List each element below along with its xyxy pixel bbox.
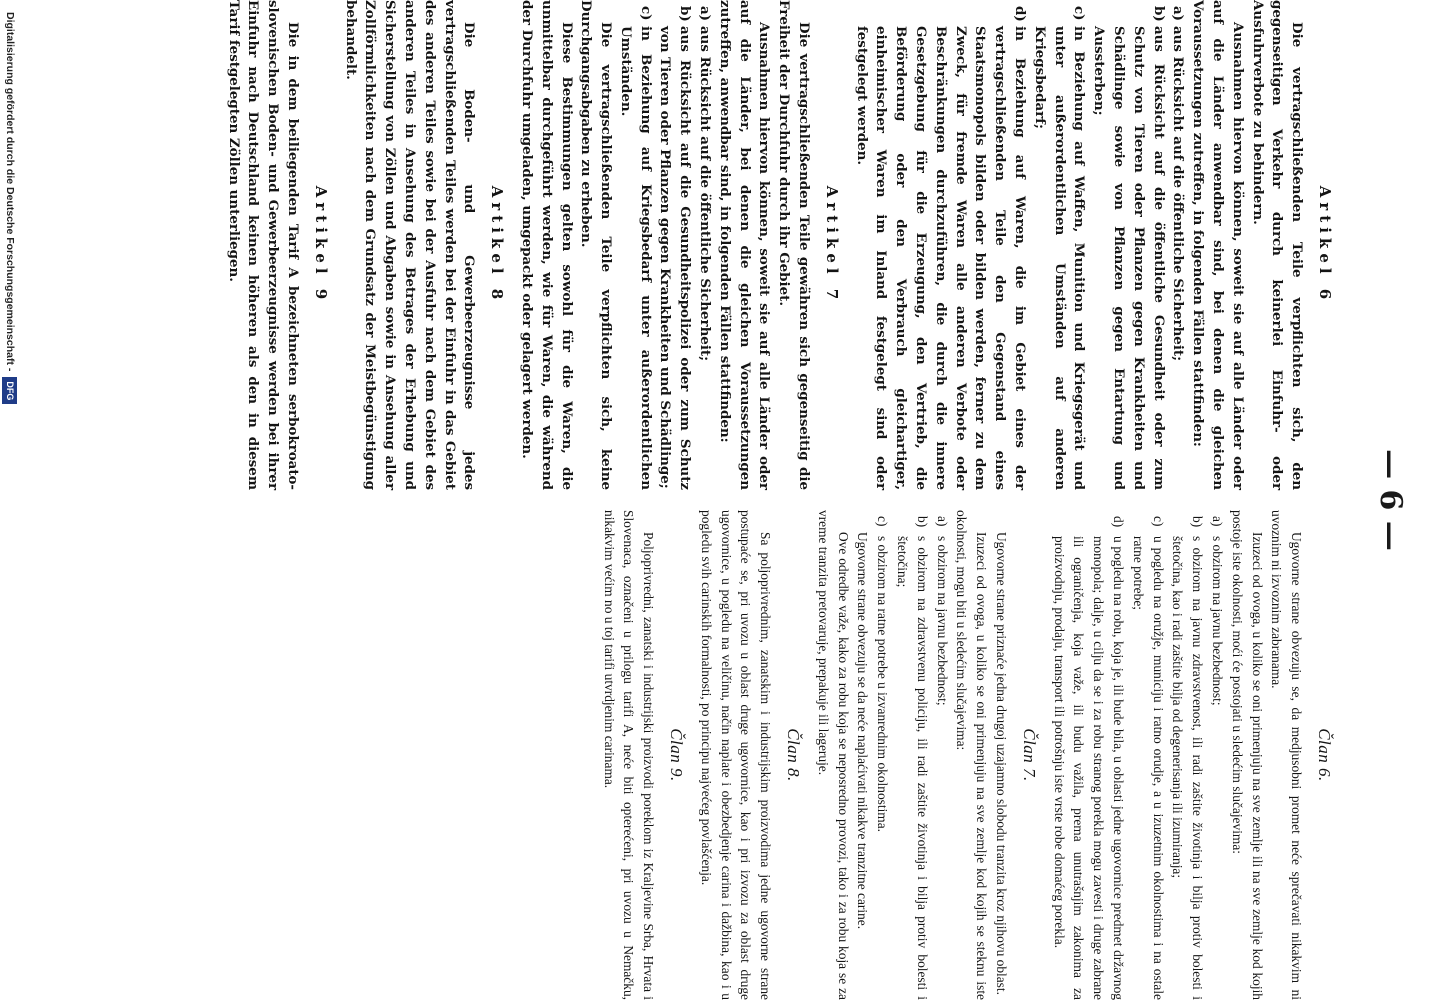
serbian-clan-7-title: Član 7.	[1019, 728, 1039, 782]
serbian-column	[599, 510, 1334, 1000]
serbian-clan-6-paragraph: Izuzeci od ovoga, u koliko se oni primenjuju na sve zemlje ili na sve zemlje kod kojih postoje iste okolnosti, moći će postojati u sledećim slučajevima:	[1229, 510, 1265, 1000]
german-article-7-item-c: c)in Beziehung auf Kriegsbedarf unter außerordentlichen Umständen.	[617, 6, 654, 490]
german-article-6-paragraph: Ausnahmen hiervon können, soweit sie auf alle Länder oder auf die Länder anwendbar sind, bei denen die gleichen Voraussetzungen zutreffen, in folgenden Fällen stattfinden:	[1190, 0, 1246, 490]
serbian-clan-6-item-b: b)s obzirom na javnu zdravstvenost, ili radi zaštite životinja i bilja protiv bolesti i štetočina, kao i radi zaštite bilja od degenerisanja ili izumiranja;	[1170, 516, 1206, 1000]
german-article-6-item-d: d)in Beziehung auf Waren, die im Gebiet eines der vertragschließenden Teile den Gegenstand eines Staatsmonopols bilden oder bilden werden, ferner zu dem Zweck, für fremde Waren alle anderen Verbote oder Beschränkungen durchzuführen, die durch die innere Gesetzgebung für die Erzeugung, den Vertrieb, die Beförderung oder den Verbrauch gleichartiger, einheimischer Waren im Inland festgelegt sind oder festgelegt werden.	[853, 6, 1029, 490]
serbian-clan-6-paragraph: Ugovorne strane obvezuju se, da medjusobni promet neće sprečavati nikakvim ni uvoznim ni izvoznim zabranama.	[1269, 510, 1305, 1000]
serbian-clan-7-paragraph: Izuzeci od ovoga, u koliko se oni primenjuju na sve zemlje kod kojih se steknu iste okolnosti, mogu biti u sledećim slučajevima:	[954, 510, 990, 1000]
serbian-clan-7-item-b: b)s obzirom na zdravstvenu policiju, ili radi zaštite životinja i bilja protiv bolesti i štetočina;	[895, 516, 930, 1000]
serbian-clan-6-item-a: a)s obzirom na javnu bezbednost;	[1210, 516, 1226, 706]
german-article-7-paragraph: Die vertragschließenden Teile gewähren sich gegenseitig die Freiheit der Durchfuhr durch ihr Gebiet.	[776, 0, 813, 490]
german-article-6-paragraph: Die vertragschließenden Teile verpflichten sich, den gegenseitigen Verkehr durch keinerlei Einfuhr- oder Ausfuhrverbote zu behindern.	[1249, 0, 1306, 490]
german-column	[223, 0, 1334, 490]
dfg-logo: DFG	[3, 377, 18, 404]
german-article-6-title: Artikel 6	[1316, 185, 1334, 305]
german-article-7-paragraph: Die vertragschließenden Teile verpflichten sich, keine Durchgangsabgaben zu erheben.	[578, 0, 615, 490]
serbian-clan-6-item-d: d)u pogledu na robu, koja je, ili bude bila, u oblasti jedne ugovornice predmet državnog monopola; dalje, u cilju da se i za robu stranog porekla mogu zavesti i druge zabrane ili ograničenja, koja važe, ili budu važila, prema unutrašnjim zakonima za proizvodnju, prodaju, transport ili potrošnju iste vrste robe domaćeg porekla.	[1051, 516, 1127, 1000]
serbian-clan-7-item-a: a)s obzirom na javnu bezbednost;	[934, 516, 950, 706]
german-article-6-item-b: b)aus Rücksicht auf die öffentliche Gesundheit oder zum Schutz von Tieren oder Pflanzen gegen Krankheiten und Schädlinge sowie von Pflanzen gegen Entartung und Aussterben;	[1091, 6, 1167, 490]
serbian-clan-8-title: Član 8.	[784, 728, 804, 782]
german-article-7-title: Artikel 7	[822, 185, 841, 305]
serbian-clan-7-item-c: c)s obzirom na ratne potrebe u izvanrednim okolnostima.	[875, 516, 891, 832]
german-article-7-item-b: b)aus Rücksicht auf die Gesundheitspolizei oder zum Schutz von Tieren oder Pflanzen gegen Krankheiten und Schädlinge;	[657, 6, 694, 490]
serbian-clan-6-title: Član 6.	[1315, 728, 1334, 782]
german-article-6-item-c: c)in Beziehung auf Waffen, Munition und Kriegsgerät und unter außerordentlichen Umständen auf anderen Kriegsbedarf;	[1031, 6, 1088, 490]
digitization-credit-text: Digitalisierung gefördert durch die Deutsche Forschungsgemeinschaft -	[4, 12, 16, 372]
serbian-clan-7-paragraph: Ugovorne strane priznaće jedna drugoj uzajamno slobodu tranzita kroz njihovu oblast.	[994, 532, 1010, 995]
digitization-credit	[0, 0, 20, 1000]
german-article-9-paragraph: Die in dem beiliegenden Tarif A bezeichneten serbokroato-slovenischen Boden- und Gewerbeerzeugnisse werden bei ihrer Einfuhr nach Deutschland keinen höheren als den in diesem Tarif festgelegten Zöllen unterliegen.	[225, 0, 301, 490]
german-article-7-paragraph: Ausnahmen hiervon können, soweit sie auf alle Länder oder auf die Länder, bei denen die gleichen Voraussetzungen zutreffen, anwendbar sind, in folgenden Fällen stattfinden:	[716, 0, 773, 490]
page-number: — 6 —	[1373, 449, 1408, 551]
german-article-6-item-a: a)aus Rücksicht auf die öffentliche Sicherheit;	[1170, 6, 1187, 362]
serbian-clan-7-paragraph: Ugovorne strane obvezuju se da neće naplaćivati nikakve tranzitne carine.	[855, 532, 871, 930]
serbian-clan-7-paragraph: Ove odredbe važe, kako za robu koja se neposredno provozi, tako i za robu koja se za vreme tranzita pretovaruje, prepakuje ili lageruje.	[815, 510, 851, 1000]
german-article-7-paragraph: Diese Bestimmungen gelten sowohl für die Waren, die unmittelbar durchgeführt werden, wie für Waren, die während der Durchfuhr umgeladen, umgepackt oder gelagert werden.	[518, 0, 575, 490]
serbian-clan-9-title: Član 9.	[667, 728, 687, 782]
serbian-clan-9-paragraph: Poljoprivredni, zanatski i industrijski proizvodi poreklom iz Kraljevine Srba, Hrvata i Slovenaca, označeni u prilogu tarifi A, neće biti opterećeni, pri uvozu u Nemačku, nikakvim većim no u toj tarifi utvrdjenim carinama.	[601, 510, 657, 1000]
german-article-9-title: Artikel 9	[311, 185, 330, 305]
german-article-8-title: Artikel 8	[488, 185, 507, 305]
german-article-8-paragraph: Die Boden- und Gewerbeerzeugnisse jedes vertragschließenden Teiles werden bei der Einfuhr in das Gebiet des anderen Teiles sowie bei der Ausfuhr nach dem Gebiet des anderen Teiles in Ansehung des Betrages der Erhebung und Sicherstellung von Zöllen und Abgaben sowie in Ansehung aller Zollförmlichkeiten nach dem Grundsatz der Meistbegünstigung behandelt.	[342, 0, 478, 490]
serbian-clan-6-item-c: c)u pogledu na oružje, municiju i ratno orudje, a u izuzetnim okolnostima i na ostale ratne potrebe;	[1130, 516, 1166, 1000]
serbian-clan-8-paragraph: Sa poljoprivrednim, zanatskim i industrijskim proizvodima jedne ugovorne strane postupaće se, pri uvozu u oblast druge ugovornice, kao i pri izvozu za oblast druge ugovornice, u pogledu na veličinu, način naplate i obezbedjenje carina i dažbina, kao i u pogledu svih carinskih formalnosti, po principu najvećeg povlašćenja.	[698, 510, 774, 1000]
german-article-7-item-a: a)aus Rücksicht auf die öffentliche Sicherheit;	[697, 6, 714, 362]
